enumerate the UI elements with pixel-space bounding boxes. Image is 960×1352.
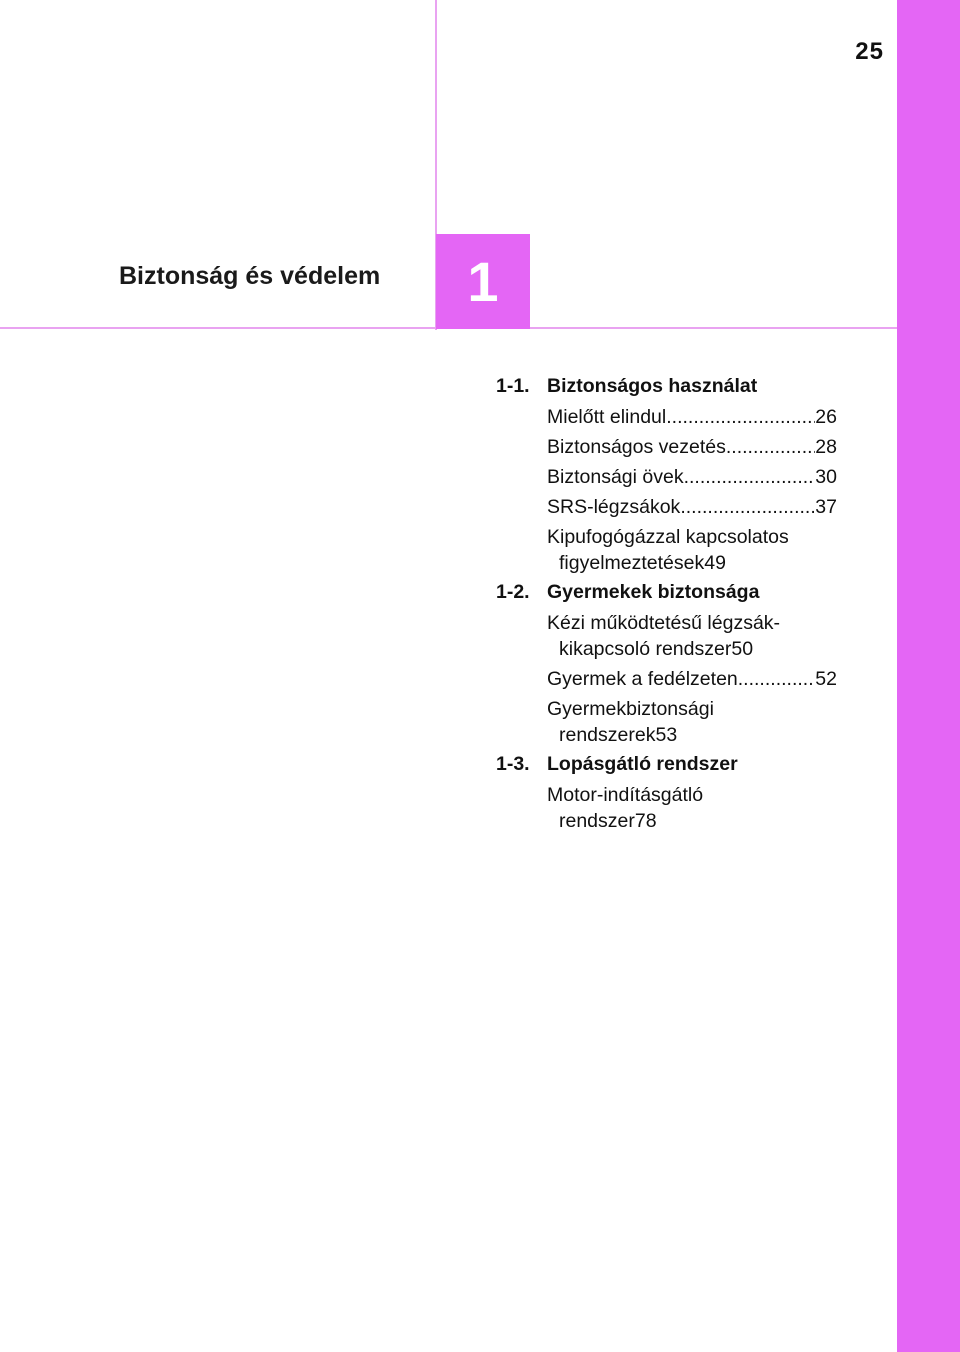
toc-entry[interactable] bbox=[547, 524, 837, 576]
dot-leader bbox=[680, 494, 815, 520]
section-title: Biztonságos használat bbox=[547, 375, 758, 397]
toc-entry[interactable] bbox=[547, 434, 837, 460]
entry-page: 26 bbox=[815, 406, 837, 428]
toc-section-heading[interactable] bbox=[496, 374, 837, 399]
entry-title: kikapcsoló rendszer bbox=[559, 638, 732, 660]
section-title: Lopásgátló rendszer bbox=[547, 753, 738, 775]
section-number: 1-2. bbox=[496, 581, 530, 603]
entry-page: 28 bbox=[815, 436, 837, 458]
entry-title-line1: Motor-indításgátló bbox=[547, 784, 704, 806]
section-title: Gyermekek biztonsága bbox=[547, 581, 760, 603]
entry-page: 50 bbox=[731, 638, 754, 660]
dot-leader bbox=[666, 404, 815, 430]
dot-leader bbox=[726, 434, 815, 460]
toc-entry[interactable] bbox=[547, 782, 837, 834]
entry-page: 37 bbox=[815, 496, 837, 518]
dot-leader bbox=[684, 464, 816, 490]
entry-page: 52 bbox=[815, 668, 837, 690]
toc-entry[interactable] bbox=[547, 464, 837, 490]
chapter-number-box: 1 bbox=[436, 234, 530, 329]
chapter-side-tab bbox=[897, 0, 960, 1352]
entry-title: Gyermek a fedélzeten bbox=[547, 668, 738, 690]
toc-entry[interactable] bbox=[547, 696, 837, 748]
toc-entry[interactable] bbox=[547, 404, 837, 430]
entry-title: Biztonságos vezetés bbox=[547, 436, 726, 458]
entry-title: Mielőtt elindul bbox=[547, 406, 667, 428]
dot-leader bbox=[738, 666, 816, 692]
entry-title: rendszerek bbox=[559, 724, 656, 746]
section-number: 1-3. bbox=[496, 753, 530, 775]
entry-title-line1: Kipufogógázzal kapcsolatos bbox=[547, 526, 789, 548]
toc-entry[interactable] bbox=[547, 666, 837, 692]
entry-title: Biztonsági övek bbox=[547, 466, 684, 488]
entry-page: 30 bbox=[815, 466, 837, 488]
entry-page: 49 bbox=[704, 552, 726, 574]
toc-entry[interactable] bbox=[547, 610, 837, 662]
entry-title-line1: Gyermekbiztonsági bbox=[547, 698, 714, 720]
toc-section-heading[interactable] bbox=[496, 752, 837, 777]
chapter-title: Biztonság és védelem bbox=[119, 262, 381, 290]
table-of-contents bbox=[496, 374, 837, 838]
entry-page: 53 bbox=[655, 724, 678, 746]
toc-section-heading[interactable] bbox=[496, 580, 837, 605]
entry-title: rendszer bbox=[559, 810, 635, 832]
entry-page: 78 bbox=[634, 810, 657, 832]
section-number: 1-1. bbox=[496, 375, 530, 397]
page-number: 25 bbox=[855, 38, 884, 65]
entry-title: SRS-légzsákok bbox=[547, 496, 681, 518]
entry-title-line1: Kézi működtetésű légzsák- bbox=[547, 612, 781, 634]
toc-entry[interactable] bbox=[547, 494, 837, 520]
entry-title: figyelmeztetések bbox=[559, 552, 705, 574]
